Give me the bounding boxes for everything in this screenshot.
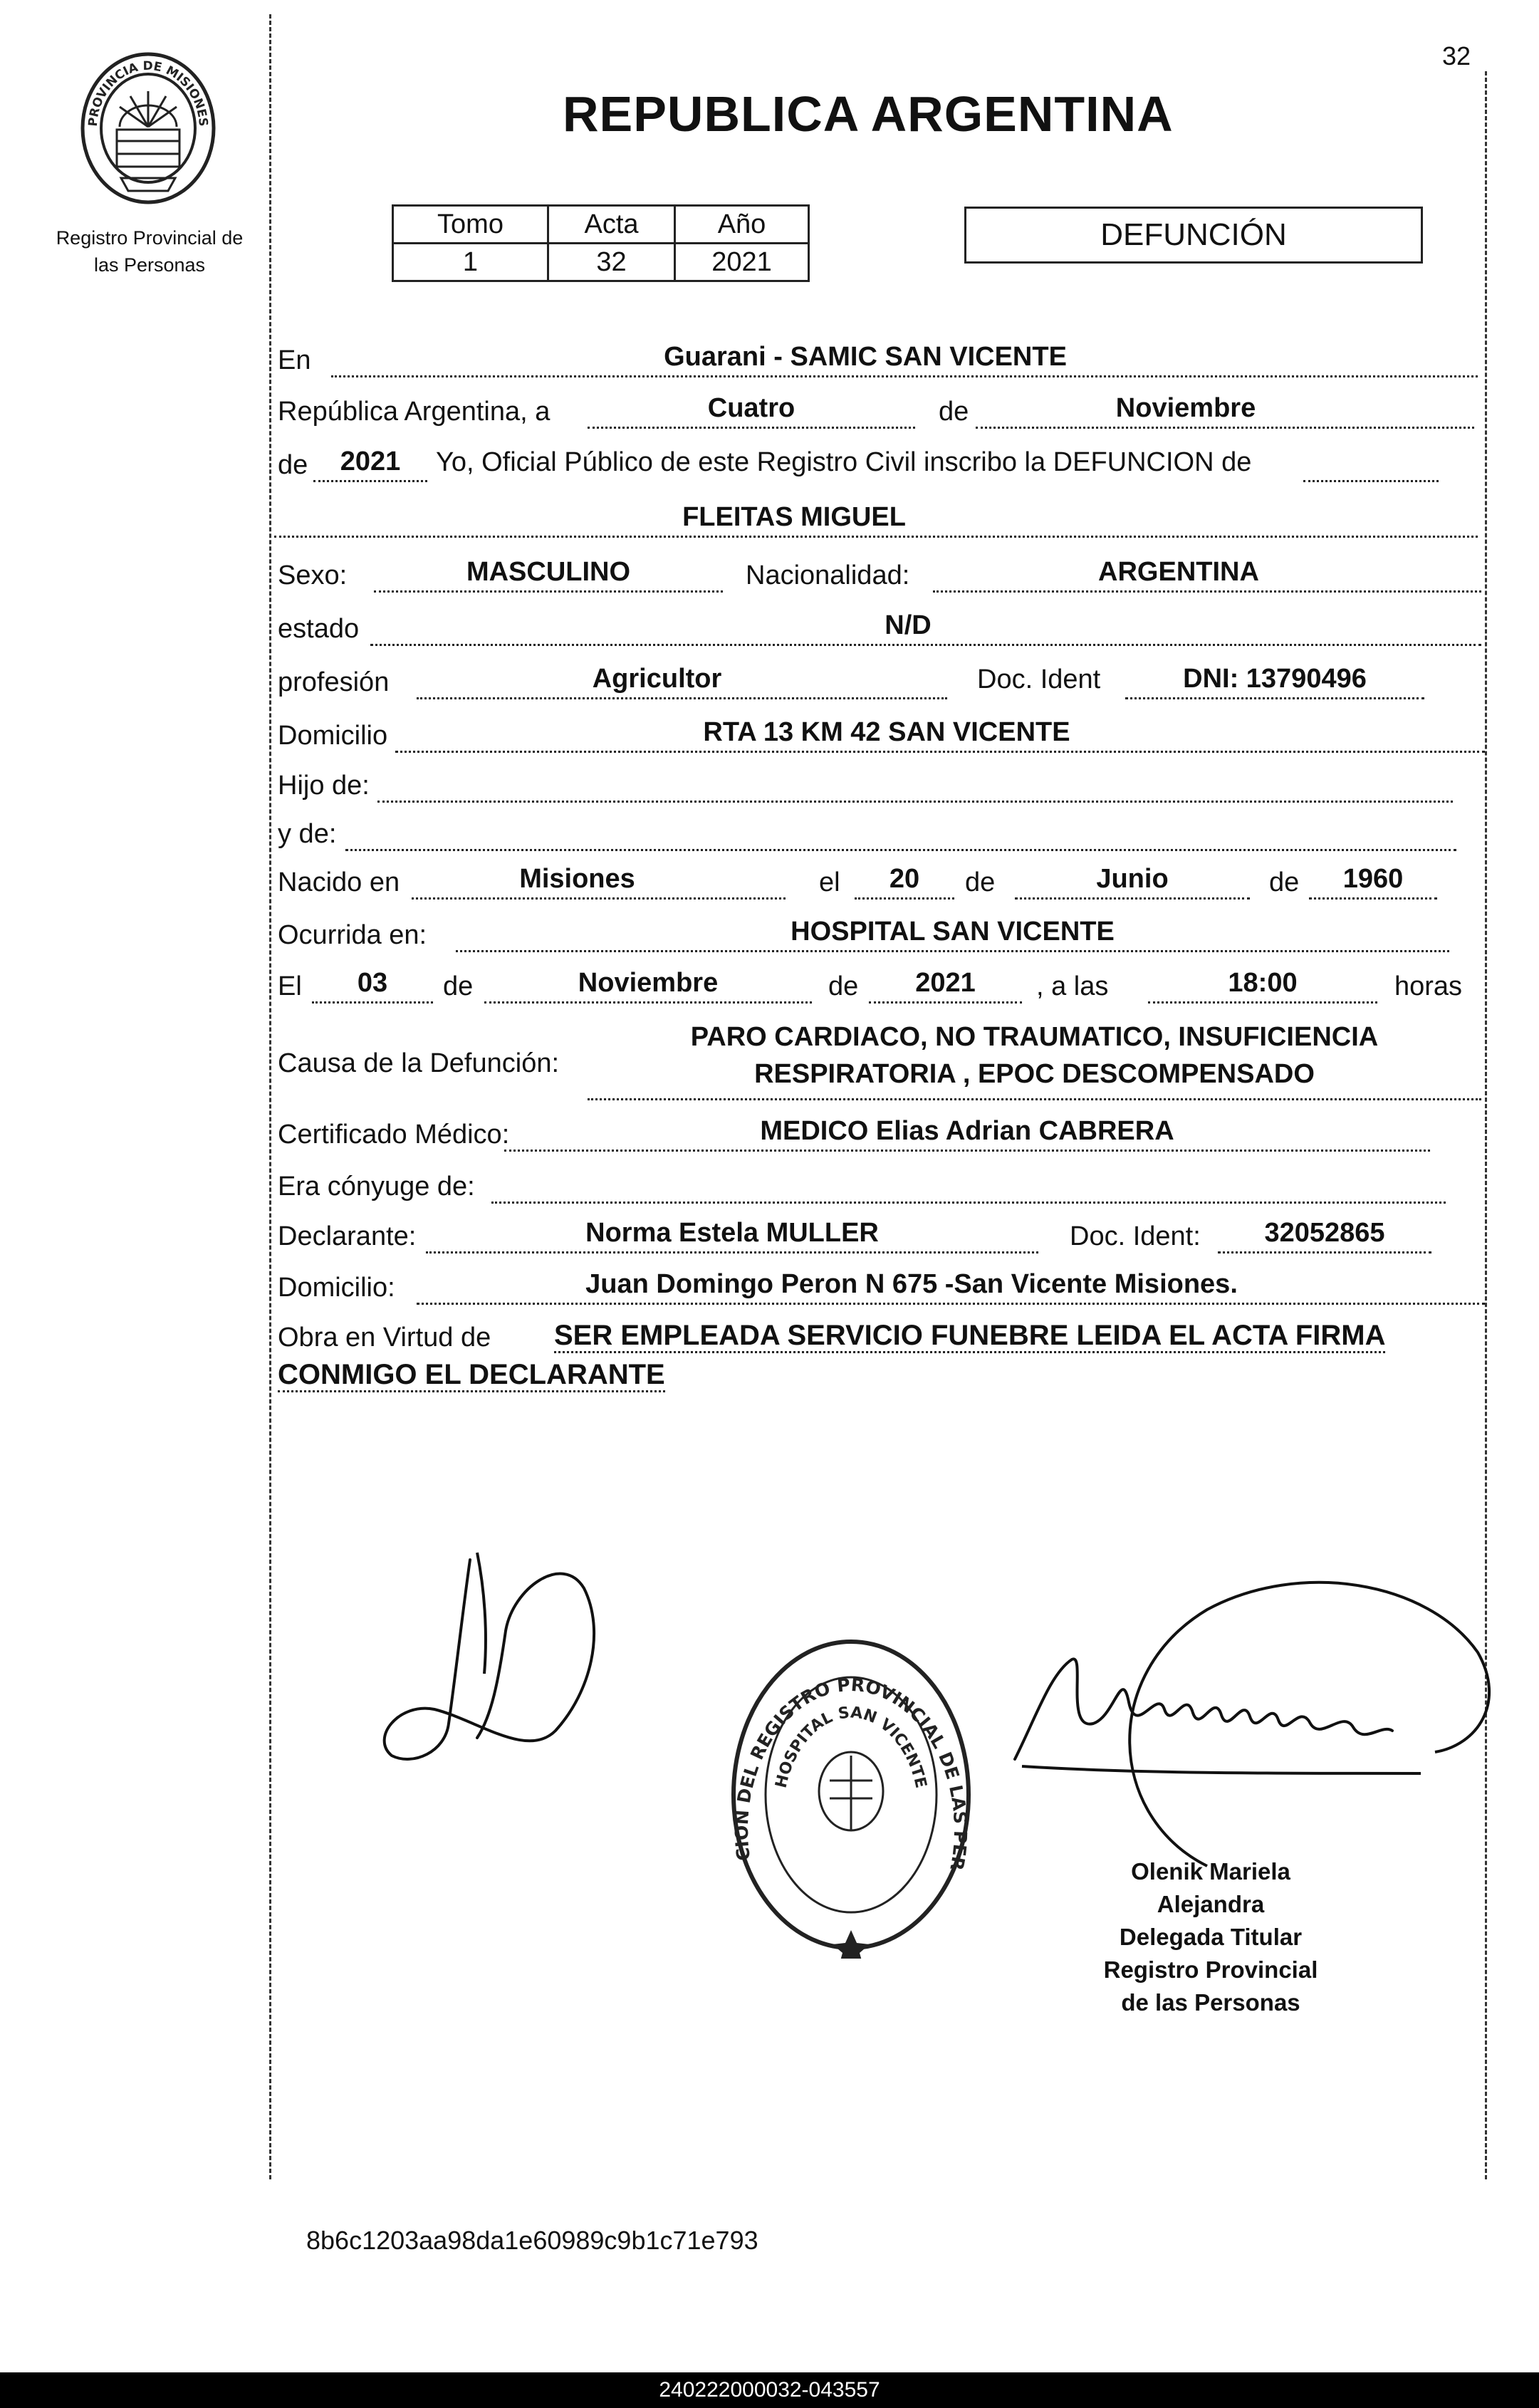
domicilio-value: RTA 13 KM 42 SAN VICENTE [703,717,1070,747]
estado-field [370,610,1481,646]
death-day-value: 03 [357,968,388,998]
registry-label-line2: las Personas [93,254,206,276]
delegate-name: Olenik Mariela Alejandra [1131,1858,1290,1917]
causa-line1: PARO CARDIACO, NO TRAUMATICO, INSUFICIENCIA [690,1022,1379,1052]
birth-month-value: Junio [1096,864,1169,894]
death-el-label: El [278,971,302,1001]
delegate-org2: de las Personas [1121,1989,1300,2016]
declarant-signature [370,1546,627,1781]
ocurrida-value: HOSPITAL SAN VICENTE [791,917,1115,947]
death-year-value: 2021 [915,968,976,998]
doc-value: DNI: 13790496 [1183,664,1367,694]
certificado-value: MEDICO Elias Adrian CABRERA [760,1116,1174,1146]
provincia-de-misiones-seal [77,50,219,207]
day-value: Cuatro [707,393,795,423]
doc2-value: 32052865 [1264,1218,1385,1248]
death-month-field [484,968,812,1004]
record-type-box: DEFUNCIÓN [964,207,1423,264]
horas-label: horas [1394,971,1463,1001]
record-table [392,204,810,282]
conyuge-label: Era cónyuge de: [278,1172,475,1202]
year-value: 2021 [340,447,401,476]
domicilio2-value: Juan Domingo Peron N 675 -San Vicente Misiones. [585,1269,1238,1299]
conyuge-field [491,1173,1446,1204]
de3-label: de [965,867,996,897]
record-value-acta: 32 [548,244,675,281]
sexo-label: Sexo: [278,561,348,590]
document-title: REPUBLICA ARGENTINA [563,86,1174,142]
obra-line2 [278,1359,665,1391]
birth-year-field [1309,864,1437,900]
left-margin-line [269,14,271,2179]
el-label: el [819,867,840,897]
profesion-field [417,664,947,699]
profesion-value: Agricultor [592,664,722,694]
domicilio2-field [417,1269,1485,1305]
registry-label-line1: Registro Provincial de [56,227,244,249]
year-field [313,447,427,482]
domicilio-label: Domicilio [278,721,388,751]
obra-value1: SER EMPLEADA SERVICIO FUNEBRE LEIDA EL ACTA FIRMA [554,1320,1385,1353]
de2-label: de [278,450,308,480]
nacido-field [412,864,786,900]
stamp-outer-text: CION DEL REGISTRO PROVINCIAL DE LAS PER [731,1674,971,1872]
death-day-field [312,968,433,1004]
footer-code: 240222000032-043557 [659,2378,880,2402]
obra-label: Obra en Virtud de [278,1323,491,1352]
oficial-text: Yo, Oficial Público de este Registro Civil inscribo la DEFUNCION de [436,447,1252,477]
en-label: En [278,345,311,375]
death-time-field [1148,968,1377,1004]
declarante-field [426,1218,1038,1253]
obra-line1 [554,1320,1480,1352]
record-value-anio: 2021 [675,244,809,281]
yde-field [345,820,1456,851]
certificado-field [504,1116,1430,1152]
page-number: 32 [1442,41,1471,71]
registry-label [39,224,260,278]
estado-label: estado [278,614,360,644]
delegate-org1: Registro Provincial [1103,1956,1318,1983]
domicilio-field [395,717,1485,753]
de4-label: de [1269,867,1300,897]
ocurrida-label: Ocurrida en: [278,920,427,950]
nacido-value: Misiones [519,864,635,894]
death-time-value: 18:00 [1228,968,1298,998]
nacionalidad-label: Nacionalidad: [746,561,910,590]
delegate-stamp-text [1075,1855,1346,2019]
republica-label: República Argentina, a [278,397,551,427]
causa-line2: RESPIRATORIA , EPOC DESCOMPENSADO [754,1059,1315,1089]
causa-label: Causa de la Defunción: [278,1048,560,1078]
document-hash: 8b6c1203aa98da1e60989c9b1c71e793 [306,2226,758,2255]
delegate-role: Delegada Titular [1119,1924,1303,1950]
estado-value: N/D [885,610,932,640]
death-year-field [869,968,1022,1004]
month-field [976,393,1474,429]
doc-label: Doc. Ident [977,664,1101,694]
sexo-field [374,557,723,593]
day-field [588,393,915,429]
causa-field [588,1018,1481,1100]
record-value-tomo: 1 [393,244,548,281]
ocurrida-field [456,917,1449,952]
hijo-label: Hijo de: [278,771,370,801]
month-value: Noviembre [1115,393,1256,423]
de5-label: de [443,971,474,1001]
record-header-anio: Año [675,206,809,244]
birth-day-field [855,864,954,900]
de-label: de [939,397,969,427]
yde-label: y de: [278,819,337,849]
certificado-label: Certificado Médico: [278,1120,510,1150]
name-value: FLEITAS MIGUEL [682,502,906,532]
stamp-inner-text: HOSPITAL SAN VICENTE [772,1704,930,1791]
en-field [331,342,1478,377]
birth-month-field [1015,864,1250,900]
birth-day-value: 20 [889,864,920,894]
sexo-value: MASCULINO [466,557,631,587]
seal-text: PROVINCIA DE MISIONES [85,58,211,127]
birth-year-value: 1960 [1342,864,1404,894]
nacionalidad-value: ARGENTINA [1098,557,1259,587]
nacionalidad-field [933,557,1481,593]
domicilio2-label: Domicilio: [278,1273,395,1303]
declarante-label: Declarante: [278,1221,417,1251]
declarante-value: Norma Estela MULLER [585,1218,879,1248]
footer-bar [0,2372,1539,2408]
doc-field [1125,664,1424,699]
doc2-label: Doc. Ident: [1070,1221,1201,1251]
obra-value2: CONMIGO EL DECLARANTE [278,1359,665,1392]
oficial-trailing-field [1303,452,1439,482]
doc2-field [1218,1218,1431,1253]
de6-label: de [828,971,859,1001]
delegate-signature [993,1546,1492,1873]
hijo-field [377,772,1453,803]
alas-label: , a las [1036,971,1109,1001]
official-stamp [723,1631,979,1959]
name-field [274,502,1478,538]
en-value: Guarani - SAMIC SAN VICENTE [664,342,1067,372]
record-header-tomo: Tomo [393,206,548,244]
record-header-acta: Acta [548,206,675,244]
profesion-label: profesión [278,667,390,697]
nacido-label: Nacido en [278,867,400,897]
death-month-value: Noviembre [578,968,719,998]
